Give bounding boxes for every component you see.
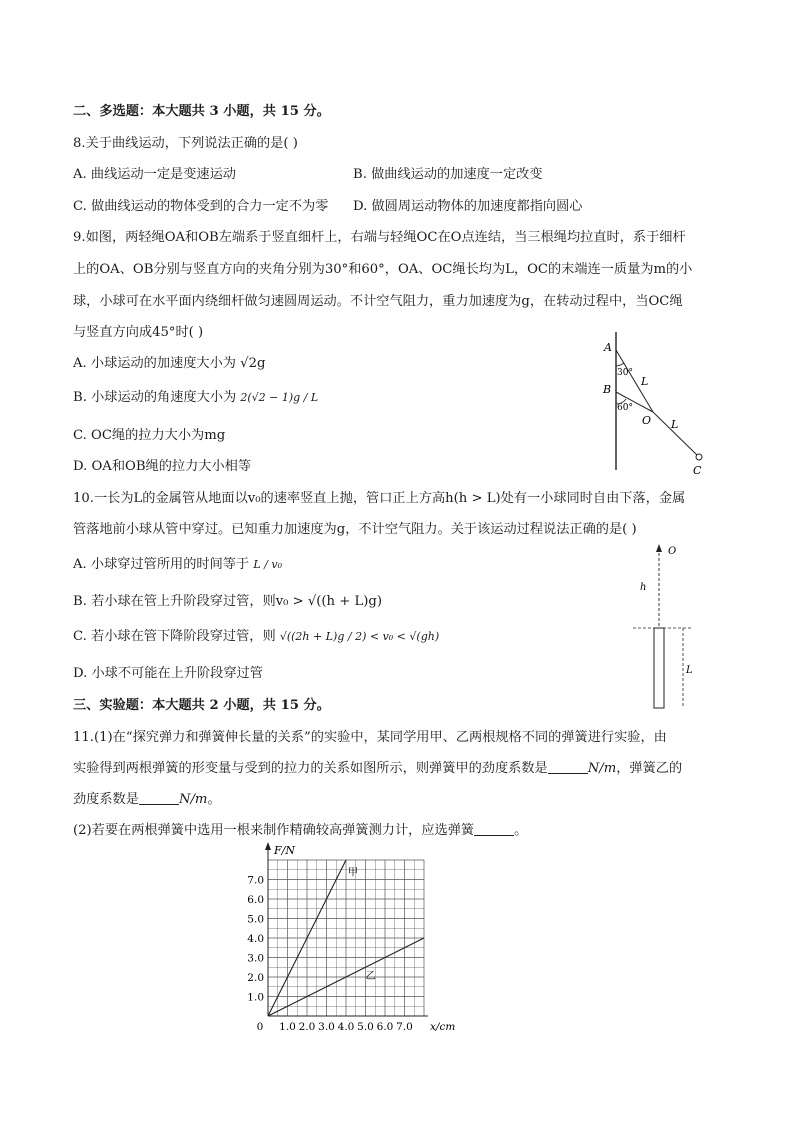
x-tick-label: 7.0 xyxy=(396,1021,413,1033)
label-angle-30: 30° xyxy=(617,368,633,378)
series-label-yi: 乙 xyxy=(365,970,376,982)
label-h: h xyxy=(640,582,647,593)
spring-force-extension-chart xyxy=(240,840,470,1040)
y-tick-label: 7.0 xyxy=(247,874,264,887)
label-l: L xyxy=(686,665,693,676)
q11-line3-tail: 。 xyxy=(207,792,221,807)
q9-option-c: C. OC绳的拉力大小为mg xyxy=(73,428,226,443)
ball xyxy=(696,454,702,460)
q11-line2-text: 实验得到两根弹簧的形变量与受到的拉力的关系如图所示，则弹簧甲的劲度系数是 xyxy=(73,761,548,776)
y-tick-label: 3.0 xyxy=(247,952,264,965)
q11-line4 xyxy=(73,822,527,840)
chart-grid xyxy=(268,860,424,1016)
label-o: O xyxy=(642,414,652,427)
label-l-oc: L xyxy=(671,418,679,431)
y-tick-label: 4.0 xyxy=(247,933,264,945)
y-axis-arrow-icon xyxy=(265,842,271,850)
chart-axes xyxy=(265,842,428,1016)
x-tick-label: 6.0 xyxy=(376,1021,394,1033)
y-tick-label: 1.0 xyxy=(247,991,264,1004)
q8-option-c: C. 做曲线运动的物体受到的合力一定不为零 xyxy=(73,199,329,214)
q8-option-b: B. 做曲线运动的加速度一定改变 xyxy=(353,167,543,182)
label-b: B xyxy=(603,383,612,396)
q11-line3-text: 劲度系数是 xyxy=(73,792,139,807)
arrow-up-icon xyxy=(656,544,662,552)
label-c: C xyxy=(693,464,702,477)
q9-option-b-expr: 2(√2 − 1)g / L xyxy=(240,391,319,404)
x-tick-label: 5.0 xyxy=(357,1021,374,1033)
q8-option-a: A. 曲线运动一定是变速运动 xyxy=(73,167,236,182)
label-l-oa: L xyxy=(641,375,649,388)
q10-option-a xyxy=(73,556,282,574)
q11-line4-tail: 。 xyxy=(514,823,528,838)
q9-stem-line3: 球，小球可在水平面内绕细杆做匀速圆周运动。不计空气阻力，重力加速度为g，在转动过程中，当OC绳 xyxy=(73,294,683,309)
origin-label: 0 xyxy=(256,1021,264,1033)
unit-n-per-m-2: N/m xyxy=(178,792,208,807)
q11-line2 xyxy=(73,760,682,778)
q8-option-d: D. 做圆周运动物体的加速度都指向圆心 xyxy=(353,199,583,214)
q11-line1: 11.(1)在“探究弹力和弹簧伸长量的关系”的实验中，某同学用甲、乙两根规格不同的弹簧进行实验，由 xyxy=(73,730,667,745)
q8-stem: 8.关于曲线运动，下列说法正确的是( ) xyxy=(73,136,298,151)
y-tick-label: 5.0 xyxy=(247,913,264,926)
q10-tube-diagram xyxy=(625,540,705,712)
q10-option-c xyxy=(73,628,439,646)
answer-blank-spring-choice[interactable] xyxy=(474,823,514,836)
q11-line4-text: (2)若要在两根弹簧中选用一根来制作精确较高弹簧测力计，应选弹簧 xyxy=(73,823,475,838)
q9-option-b xyxy=(73,389,318,407)
label-o: O xyxy=(668,546,677,557)
q9-stem-line1: 9.如图，两轻绳OA和OB左端系于竖直细杆上，右端与轻绳OC在O点连结，当三根绳均拉直时，系于细杆 xyxy=(73,230,686,245)
q10-option-c-expr: √((2h + L)g / 2) < v₀ < √(gh) xyxy=(279,630,440,643)
x-tick-label: 2.0 xyxy=(298,1021,316,1033)
section-title-experiment: 三、实验题：本大题共 2 小题，共 15 分。 xyxy=(73,698,330,713)
x-tick-label: 4.0 xyxy=(337,1021,355,1033)
q10-option-d: D. 小球不可能在上升阶段穿过管 xyxy=(73,666,263,681)
answer-blank-k-yi[interactable] xyxy=(139,792,179,805)
y-tick-label: 2.0 xyxy=(247,972,264,984)
x-tick-label: 3.0 xyxy=(318,1021,335,1033)
q10-option-c-prefix: C. 若小球在管下降阶段穿过管，则 xyxy=(73,629,276,644)
q11-line2-tail: ，弹簧乙的 xyxy=(616,761,683,776)
q10-option-b: B. 若小球在管上升阶段穿过管，则v₀ > √((h + L)g) xyxy=(73,594,382,609)
angle-arc-30 xyxy=(616,363,624,366)
unit-n-per-m: N/m xyxy=(587,761,617,776)
q11-line3 xyxy=(73,791,221,809)
q9-option-d: D. OA和OB绳的拉力大小相等 xyxy=(73,459,252,474)
label-angle-60: 60° xyxy=(617,403,633,413)
label-a: A xyxy=(604,341,612,354)
q9-option-a: A. 小球运动的加速度大小为 √2g xyxy=(73,356,266,371)
y-axis-label: F/N xyxy=(274,844,295,857)
q9-stem-line4: 与竖直方向成45°时( ) xyxy=(73,325,204,340)
series-label-jia: 甲 xyxy=(347,867,358,879)
q10-stem-line1: 10.一长为L的金属管从地面以v₀的速率竖直上抛，管口正上方高h(h > L)处有一小球同时自由下落，金属 xyxy=(73,491,686,506)
q10-option-a-expr: L / v₀ xyxy=(253,558,283,571)
x-axis-label: x/cm xyxy=(430,1021,456,1033)
x-tick-label: 1.0 xyxy=(279,1021,296,1033)
q10-option-a-prefix: A. 小球穿过管所用的时间等于 xyxy=(73,557,250,572)
q10-stem-line2: 管落地前小球从管中穿过。已知重力加速度为g，不计空气阻力。关于该运动过程说法正确的是( ) xyxy=(73,522,637,537)
q9-stem-line2: 上的OA、OB分别与竖直方向的夹角分别为30°和60°，OA、OC绳长均为L，OC的末端连一质量为m的小 xyxy=(73,262,693,277)
section-title-multiple-choice: 二、多选题：本大题共 3 小题，共 15 分。 xyxy=(73,104,330,119)
y-tick-label: 6.0 xyxy=(247,894,264,906)
q9-rod-diagram xyxy=(595,330,715,478)
q9-option-b-prefix: B. 小球运动的角速度大小为 xyxy=(73,390,237,405)
answer-blank-k-jia[interactable] xyxy=(548,761,588,774)
metal-tube xyxy=(654,628,664,708)
